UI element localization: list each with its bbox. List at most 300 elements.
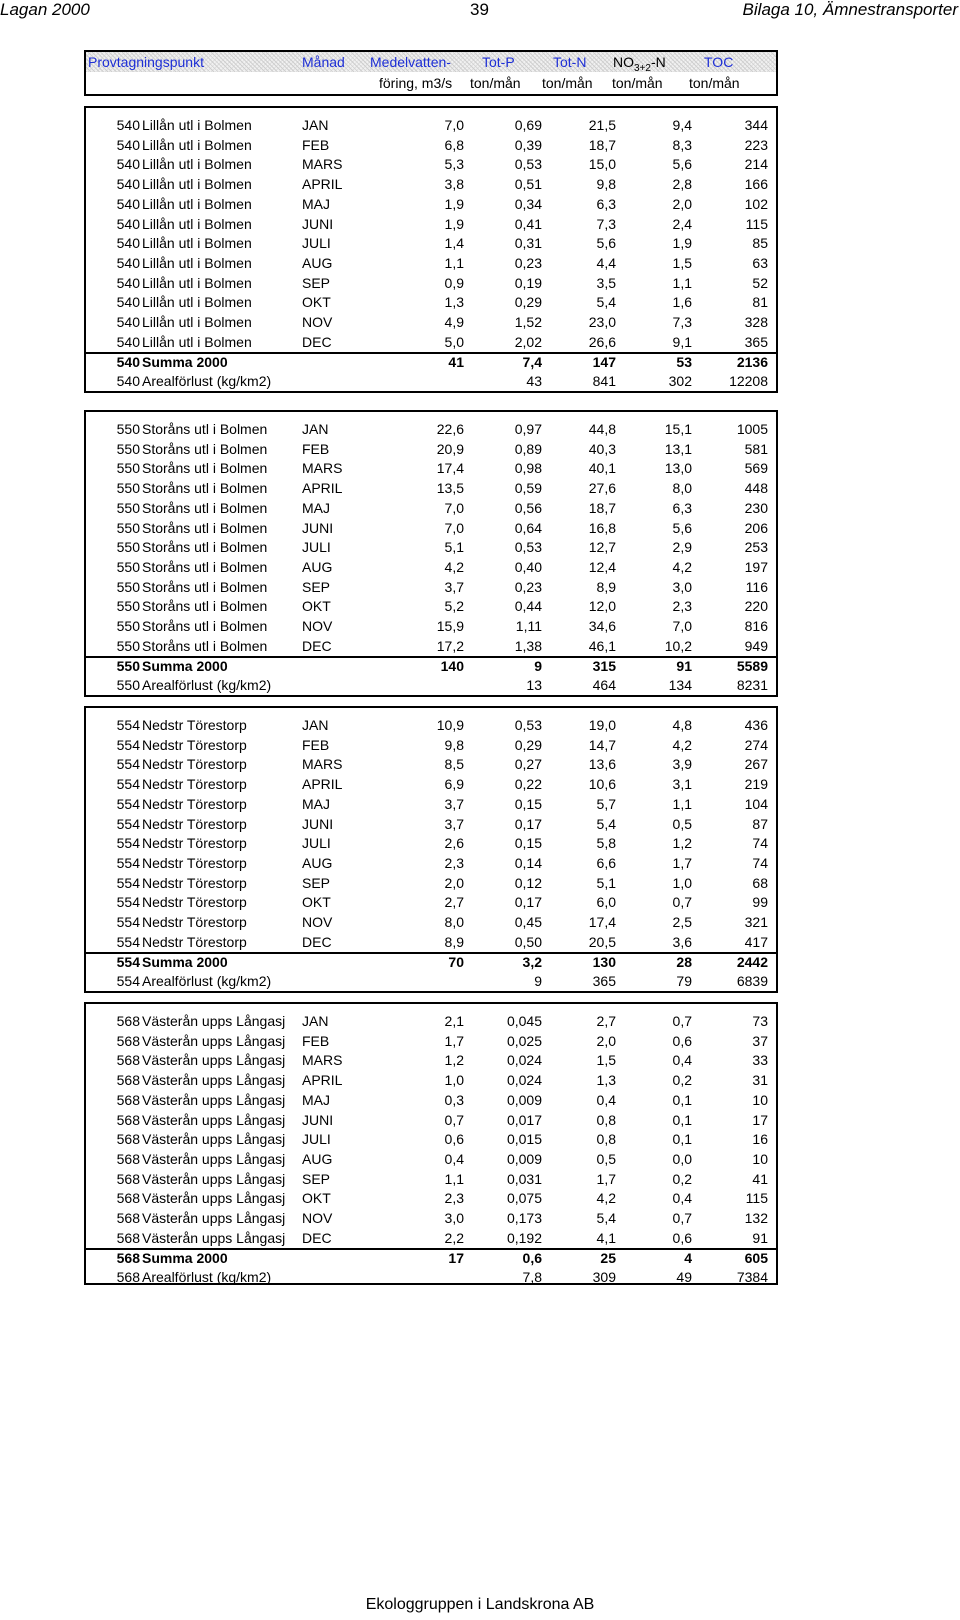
cell-no3-n: 5,6 bbox=[672, 156, 692, 173]
cell-site-id: 540 bbox=[116, 254, 140, 271]
col-no3-suffix: -N bbox=[650, 54, 666, 70]
table-row bbox=[86, 1071, 776, 1091]
cell-tot-n: 6,6 bbox=[596, 854, 616, 871]
cell-tot-p: 0,12 bbox=[514, 874, 542, 891]
cell-toc: 2136 bbox=[736, 354, 768, 371]
header-page-number: 39 bbox=[470, 0, 489, 19]
cell-flow: 20,9 bbox=[436, 440, 464, 457]
cell-tot-p: 0,29 bbox=[514, 294, 542, 311]
cell-no3-n: 1,1 bbox=[672, 274, 692, 291]
cell-site-name: Västerån upps Långasj bbox=[142, 1032, 286, 1049]
cell-tot-n: 0,8 bbox=[596, 1111, 616, 1128]
cell-tot-n: 25 bbox=[600, 1250, 616, 1267]
cell-tot-n: 4,2 bbox=[596, 1190, 616, 1207]
cell-no3-n: 7,3 bbox=[672, 314, 692, 330]
cell-site-name: Västerån upps Långasj bbox=[142, 1052, 286, 1069]
cell-flow: 0,4 bbox=[444, 1150, 464, 1167]
table-row bbox=[86, 195, 776, 215]
table-row bbox=[86, 1150, 776, 1170]
cell-flow: 1,3 bbox=[444, 294, 464, 311]
cell-site-name: Storåns utl i Bolmen bbox=[142, 539, 268, 556]
cell-no3-n: 10,2 bbox=[664, 637, 692, 654]
cell-site-id: 554 bbox=[116, 933, 140, 950]
cell-no3-n: 49 bbox=[676, 1269, 692, 1286]
table-row bbox=[86, 459, 776, 479]
cell-tot-n: 0,4 bbox=[596, 1091, 616, 1108]
cell-no3-n: 0,7 bbox=[672, 1210, 692, 1226]
table-row bbox=[86, 893, 776, 913]
cell-flow: 1,7 bbox=[444, 1032, 464, 1049]
table-row bbox=[86, 637, 776, 657]
cell-tot-p: 43 bbox=[526, 373, 542, 390]
cell-no3-n: 1,0 bbox=[672, 874, 692, 891]
table-row bbox=[86, 116, 776, 136]
cell-tot-p: 0,53 bbox=[514, 539, 542, 556]
cell-no3-n: 0,7 bbox=[672, 894, 692, 911]
cell-month: AUG bbox=[302, 254, 333, 271]
cell-no3-n: 0,5 bbox=[672, 815, 692, 832]
cell-tot-p: 0,192 bbox=[506, 1229, 542, 1246]
cell-tot-n: 1,7 bbox=[596, 1170, 616, 1187]
cell-tot-n: 40,3 bbox=[588, 440, 616, 457]
cell-tot-p: 0,173 bbox=[506, 1210, 542, 1226]
cell-month: MARS bbox=[302, 1052, 343, 1069]
cell-tot-p: 0,17 bbox=[514, 894, 542, 911]
cell-month: MAJ bbox=[302, 1091, 330, 1108]
cell-site-id: 568 bbox=[116, 1072, 140, 1089]
cell-tot-n: 12,7 bbox=[588, 539, 616, 556]
cell-site-name: Storåns utl i Bolmen bbox=[142, 558, 268, 575]
cell-flow: 3,0 bbox=[444, 1210, 464, 1226]
cell-flow: 2,3 bbox=[444, 854, 464, 871]
cell-tot-p: 9 bbox=[534, 973, 542, 990]
cell-tot-p: 0,19 bbox=[514, 274, 542, 291]
cell-site-id: 550 bbox=[116, 618, 140, 634]
cell-site-name: Nedstr Törestorp bbox=[142, 736, 247, 753]
cell-site-name: Nedstr Törestorp bbox=[142, 717, 247, 733]
cell-flow: 3,7 bbox=[444, 578, 464, 595]
col-flow-header: Medelvatten- bbox=[370, 54, 451, 70]
cell-site-name: Arealförlust (kg/km2) bbox=[142, 973, 272, 990]
area-loss-row bbox=[86, 972, 776, 992]
table-row bbox=[86, 736, 776, 756]
cell-tot-n: 12,0 bbox=[588, 598, 616, 615]
cell-site-name: Västerån upps Långasj bbox=[142, 1150, 286, 1167]
cell-site-name: Västerån upps Långasj bbox=[142, 1229, 286, 1246]
cell-tot-n: 309 bbox=[592, 1269, 616, 1286]
cell-toc: 253 bbox=[744, 539, 768, 556]
cell-tot-n: 15,0 bbox=[588, 156, 616, 173]
cell-tot-n: 46,1 bbox=[588, 637, 616, 654]
cell-no3-n: 0,2 bbox=[672, 1170, 692, 1187]
cell-no3-n: 0,6 bbox=[672, 1229, 692, 1246]
cell-toc: 8231 bbox=[736, 677, 768, 694]
cell-site-name: Lillån utl i Bolmen bbox=[142, 314, 252, 330]
cell-site-id: 540 bbox=[116, 156, 140, 173]
cell-flow: 17 bbox=[448, 1250, 464, 1267]
cell-month: JAN bbox=[302, 421, 329, 437]
cell-site-id: 540 bbox=[116, 215, 140, 232]
cell-month: NOV bbox=[302, 914, 333, 930]
cell-toc: 436 bbox=[744, 717, 768, 733]
cell-toc: 581 bbox=[744, 440, 768, 457]
cell-site-name: Nedstr Törestorp bbox=[142, 795, 247, 812]
cell-month: MAJ bbox=[302, 195, 330, 212]
cell-tot-p: 0,31 bbox=[514, 235, 542, 252]
cell-month: NOV bbox=[302, 314, 333, 330]
cell-flow: 17,4 bbox=[436, 460, 464, 477]
cell-site-name: Arealförlust (kg/km2) bbox=[142, 1269, 272, 1286]
cell-no3-n: 3,1 bbox=[672, 776, 692, 793]
cell-toc: 104 bbox=[744, 795, 768, 812]
cell-site-name: Arealförlust (kg/km2) bbox=[142, 373, 272, 390]
cell-month: DEC bbox=[302, 637, 332, 654]
cell-site-name: Lillån utl i Bolmen bbox=[142, 176, 252, 193]
cell-site-id: 554 bbox=[116, 914, 140, 930]
cell-toc: 223 bbox=[744, 136, 768, 153]
cell-site-id: 554 bbox=[116, 894, 140, 911]
cell-no3-n: 13,0 bbox=[664, 460, 692, 477]
cell-site-name: Storåns utl i Bolmen bbox=[142, 519, 268, 536]
cell-tot-p: 1,52 bbox=[514, 314, 542, 330]
table-row bbox=[86, 1229, 776, 1249]
cell-site-id: 554 bbox=[116, 717, 140, 733]
cell-flow: 5,1 bbox=[444, 539, 464, 556]
cell-month: MARS bbox=[302, 156, 343, 173]
cell-toc: 41 bbox=[752, 1170, 768, 1187]
cell-tot-p: 7,8 bbox=[522, 1269, 542, 1286]
cell-toc: 10 bbox=[752, 1091, 768, 1108]
cell-tot-p: 0,14 bbox=[514, 854, 542, 871]
cell-no3-n: 1,6 bbox=[672, 294, 692, 311]
cell-tot-p: 0,98 bbox=[514, 460, 542, 477]
cell-tot-p: 0,39 bbox=[514, 136, 542, 153]
cell-site-name: Lillån utl i Bolmen bbox=[142, 294, 252, 311]
cell-site-name: Västerån upps Långasj bbox=[142, 1111, 286, 1128]
cell-tot-p: 0,009 bbox=[506, 1150, 542, 1167]
table-row bbox=[86, 155, 776, 175]
table-row bbox=[86, 440, 776, 460]
table-row bbox=[86, 538, 776, 558]
cell-tot-n: 21,5 bbox=[588, 117, 616, 133]
cell-tot-p: 0,024 bbox=[506, 1072, 542, 1089]
cell-no3-n: 4,2 bbox=[672, 736, 692, 753]
cell-site-id: 540 bbox=[116, 235, 140, 252]
cell-no3-n: 8,0 bbox=[672, 480, 692, 497]
col-no3-subscript: 3+2 bbox=[634, 62, 651, 74]
table-row bbox=[86, 815, 776, 835]
cell-tot-p: 0,009 bbox=[506, 1091, 542, 1108]
cell-month: DEC bbox=[302, 1229, 332, 1246]
table-row bbox=[86, 1130, 776, 1150]
cell-tot-n: 464 bbox=[592, 677, 616, 694]
cell-flow: 6,8 bbox=[444, 136, 464, 153]
cell-toc: 569 bbox=[744, 460, 768, 477]
cell-flow: 8,9 bbox=[444, 933, 464, 950]
cell-flow: 8,0 bbox=[444, 914, 464, 930]
cell-month: MARS bbox=[302, 460, 343, 477]
col-totn-unit: ton/mån bbox=[542, 75, 593, 91]
cell-month: MARS bbox=[302, 756, 343, 773]
cell-month: OKT bbox=[302, 894, 331, 911]
cell-tot-n: 12,4 bbox=[588, 558, 616, 575]
cell-tot-n: 8,9 bbox=[596, 578, 616, 595]
cell-site-name: Arealförlust (kg/km2) bbox=[142, 677, 272, 694]
cell-no3-n: 302 bbox=[668, 373, 692, 390]
cell-tot-n: 18,7 bbox=[588, 136, 616, 153]
cell-tot-n: 2,0 bbox=[596, 1032, 616, 1049]
cell-tot-p: 0,031 bbox=[506, 1170, 542, 1187]
cell-tot-p: 0,075 bbox=[506, 1190, 542, 1207]
cell-toc: 605 bbox=[744, 1250, 768, 1267]
cell-flow: 0,6 bbox=[444, 1131, 464, 1148]
cell-site-name: Lillån utl i Bolmen bbox=[142, 235, 252, 252]
site-block-540 bbox=[84, 106, 778, 393]
cell-site-id: 550 bbox=[116, 677, 140, 694]
cell-tot-n: 6,0 bbox=[596, 894, 616, 911]
cell-toc: 166 bbox=[744, 176, 768, 193]
cell-tot-n: 7,3 bbox=[596, 215, 616, 232]
cell-site-name: Summa 2000 bbox=[142, 354, 228, 371]
cell-tot-n: 147 bbox=[592, 354, 616, 371]
cell-tot-n: 13,6 bbox=[588, 756, 616, 773]
cell-no3-n: 1,5 bbox=[672, 254, 692, 271]
cell-month: SEP bbox=[302, 1170, 331, 1187]
cell-site-name: Nedstr Törestorp bbox=[142, 914, 247, 930]
cell-site-name: Summa 2000 bbox=[142, 1250, 228, 1267]
cell-tot-p: 0,53 bbox=[514, 717, 542, 733]
cell-toc: 321 bbox=[744, 914, 768, 930]
cell-flow: 2,0 bbox=[444, 874, 464, 891]
table-row bbox=[86, 1170, 776, 1190]
cell-no3-n: 15,1 bbox=[664, 421, 692, 437]
cell-site-name: Lillån utl i Bolmen bbox=[142, 215, 252, 232]
cell-site-id: 540 bbox=[116, 136, 140, 153]
cell-site-name: Storåns utl i Bolmen bbox=[142, 460, 268, 477]
table-row bbox=[86, 775, 776, 795]
cell-tot-p: 0,23 bbox=[514, 254, 542, 271]
cell-site-name: Lillån utl i Bolmen bbox=[142, 195, 252, 212]
cell-tot-p: 0,89 bbox=[514, 440, 542, 457]
cell-toc: 74 bbox=[752, 854, 768, 871]
cell-site-name: Storåns utl i Bolmen bbox=[142, 598, 268, 615]
cell-month: OKT bbox=[302, 294, 331, 311]
col-totp-unit: ton/mån bbox=[470, 75, 521, 91]
site-block-568 bbox=[84, 1002, 778, 1285]
cell-site-id: 550 bbox=[116, 460, 140, 477]
table-row bbox=[86, 834, 776, 854]
cell-site-id: 568 bbox=[116, 1269, 140, 1286]
cell-tot-n: 17,4 bbox=[588, 914, 616, 930]
cell-flow: 6,9 bbox=[444, 776, 464, 793]
cell-no3-n: 0,7 bbox=[672, 1013, 692, 1029]
cell-site-name: Summa 2000 bbox=[142, 954, 228, 971]
cell-month: JUNI bbox=[302, 815, 334, 832]
cell-month: FEB bbox=[302, 440, 330, 457]
cell-flow: 1,2 bbox=[444, 1052, 464, 1069]
cell-toc: 115 bbox=[745, 215, 768, 232]
cell-site-id: 540 bbox=[116, 354, 140, 371]
cell-site-name: Nedstr Törestorp bbox=[142, 933, 247, 950]
cell-site-id: 554 bbox=[116, 854, 140, 871]
cell-month: NOV bbox=[302, 1210, 333, 1226]
cell-month: OKT bbox=[302, 1190, 331, 1207]
table-row bbox=[86, 617, 776, 637]
cell-flow: 2,7 bbox=[444, 894, 464, 911]
cell-toc: 5589 bbox=[736, 658, 768, 675]
cell-month: FEB bbox=[302, 136, 330, 153]
cell-site-id: 550 bbox=[116, 440, 140, 457]
cell-no3-n: 1,2 bbox=[672, 835, 692, 852]
table-row bbox=[86, 333, 776, 353]
summary-row bbox=[86, 352, 776, 372]
cell-flow: 1,1 bbox=[444, 254, 464, 271]
cell-tot-p: 0,017 bbox=[506, 1111, 542, 1128]
cell-tot-n: 5,4 bbox=[596, 294, 616, 311]
cell-toc: 68 bbox=[752, 874, 768, 891]
cell-flow: 5,3 bbox=[444, 156, 464, 173]
cell-tot-p: 0,27 bbox=[514, 756, 542, 773]
cell-no3-n: 2,9 bbox=[672, 539, 692, 556]
cell-flow: 70 bbox=[448, 954, 464, 971]
cell-site-name: Storåns utl i Bolmen bbox=[142, 499, 268, 516]
cell-site-id: 540 bbox=[116, 314, 140, 330]
cell-tot-p: 0,025 bbox=[506, 1032, 542, 1049]
col-toc-header: TOC bbox=[704, 54, 734, 70]
cell-no3-n: 0,4 bbox=[672, 1190, 692, 1207]
cell-tot-n: 5,4 bbox=[596, 1210, 616, 1226]
table-row bbox=[86, 716, 776, 736]
cell-no3-n: 4 bbox=[684, 1250, 692, 1267]
cell-toc: 365 bbox=[744, 333, 768, 350]
cell-no3-n: 4,2 bbox=[672, 558, 692, 575]
cell-tot-n: 6,3 bbox=[596, 195, 616, 212]
cell-site-id: 540 bbox=[116, 294, 140, 311]
cell-site-name: Nedstr Törestorp bbox=[142, 776, 247, 793]
col-no3-prefix: NO bbox=[613, 54, 634, 70]
cell-site-id: 568 bbox=[116, 1210, 140, 1226]
cell-site-id: 554 bbox=[116, 815, 140, 832]
cell-month: AUG bbox=[302, 1150, 333, 1167]
summary-row bbox=[86, 1248, 776, 1268]
cell-no3-n: 0,0 bbox=[672, 1150, 692, 1167]
cell-month: SEP bbox=[302, 874, 331, 891]
cell-tot-n: 9,8 bbox=[596, 176, 616, 193]
cell-site-id: 568 bbox=[116, 1150, 140, 1167]
cell-month: NOV bbox=[302, 618, 333, 634]
cell-toc: 2442 bbox=[736, 954, 768, 971]
cell-month: JUNI bbox=[302, 1111, 334, 1128]
cell-site-id: 550 bbox=[116, 637, 140, 654]
cell-tot-n: 34,6 bbox=[588, 618, 616, 634]
cell-no3-n: 1,1 bbox=[672, 795, 692, 812]
cell-flow: 9,8 bbox=[444, 736, 464, 753]
cell-no3-n: 0,2 bbox=[672, 1072, 692, 1089]
cell-tot-n: 315 bbox=[592, 658, 616, 675]
table-row bbox=[86, 1189, 776, 1209]
cell-tot-n: 4,1 bbox=[596, 1229, 616, 1246]
cell-tot-n: 130 bbox=[592, 954, 616, 971]
cell-month: SEP bbox=[302, 578, 331, 595]
cell-no3-n: 2,4 bbox=[672, 215, 692, 232]
cell-tot-p: 0,40 bbox=[514, 558, 542, 575]
cell-tot-n: 16,8 bbox=[588, 519, 616, 536]
cell-site-id: 550 bbox=[116, 558, 140, 575]
cell-tot-p: 9 bbox=[534, 658, 542, 675]
cell-toc: 16 bbox=[752, 1131, 768, 1148]
cell-toc: 7384 bbox=[736, 1269, 768, 1286]
cell-site-id: 554 bbox=[116, 954, 140, 971]
cell-tot-n: 18,7 bbox=[588, 499, 616, 516]
cell-flow: 41 bbox=[448, 354, 464, 371]
cell-tot-n: 5,4 bbox=[596, 815, 616, 832]
cell-month: FEB bbox=[302, 1032, 330, 1049]
cell-flow: 1,0 bbox=[444, 1072, 464, 1089]
table-row bbox=[86, 1111, 776, 1131]
cell-tot-p: 0,6 bbox=[522, 1250, 542, 1267]
cell-flow: 2,6 bbox=[444, 835, 464, 852]
col-totn-header: Tot-N bbox=[553, 54, 587, 70]
cell-tot-p: 0,045 bbox=[506, 1013, 542, 1029]
cell-no3-n: 7,0 bbox=[672, 618, 692, 634]
cell-tot-n: 1,5 bbox=[596, 1052, 616, 1069]
cell-tot-p: 1,38 bbox=[514, 637, 542, 654]
cell-month: APRIL bbox=[302, 176, 343, 193]
cell-tot-n: 10,6 bbox=[588, 776, 616, 793]
cell-toc: 102 bbox=[744, 195, 768, 212]
cell-site-id: 540 bbox=[116, 117, 140, 133]
cell-month: DEC bbox=[302, 333, 332, 350]
cell-no3-n: 1,9 bbox=[672, 235, 692, 252]
cell-site-id: 568 bbox=[116, 1091, 140, 1108]
cell-month: JULI bbox=[302, 1131, 331, 1148]
cell-toc: 85 bbox=[752, 235, 768, 252]
table-row bbox=[86, 479, 776, 499]
cell-flow: 2,1 bbox=[444, 1013, 464, 1029]
cell-toc: 87 bbox=[752, 815, 768, 832]
table-row bbox=[86, 136, 776, 156]
cell-flow: 1,1 bbox=[444, 1170, 464, 1187]
cell-site-name: Västerån upps Långasj bbox=[142, 1072, 286, 1089]
cell-tot-p: 0,69 bbox=[514, 117, 542, 133]
cell-flow: 0,9 bbox=[444, 274, 464, 291]
cell-tot-n: 5,6 bbox=[596, 235, 616, 252]
cell-tot-p: 2,02 bbox=[514, 333, 542, 350]
cell-tot-n: 23,0 bbox=[588, 314, 616, 330]
cell-toc: 74 bbox=[752, 835, 768, 852]
cell-flow: 15,9 bbox=[436, 618, 464, 634]
cell-toc: 214 bbox=[744, 156, 768, 173]
table-row bbox=[86, 597, 776, 617]
cell-no3-n: 53 bbox=[676, 354, 692, 371]
cell-month: APRIL bbox=[302, 480, 343, 497]
column-header-box bbox=[84, 50, 778, 96]
cell-site-id: 568 bbox=[116, 1013, 140, 1029]
col-toc-unit: ton/mån bbox=[689, 75, 740, 91]
cell-no3-n: 91 bbox=[676, 658, 692, 675]
cell-tot-n: 2,7 bbox=[596, 1013, 616, 1029]
cell-tot-p: 0,015 bbox=[506, 1131, 542, 1148]
cell-site-name: Lillån utl i Bolmen bbox=[142, 274, 252, 291]
cell-month: MAJ bbox=[302, 795, 330, 812]
cell-site-id: 540 bbox=[116, 333, 140, 350]
table-row bbox=[86, 175, 776, 195]
table-row bbox=[86, 578, 776, 598]
cell-site-name: Nedstr Törestorp bbox=[142, 854, 247, 871]
cell-flow: 4,2 bbox=[444, 558, 464, 575]
cell-no3-n: 0,1 bbox=[672, 1111, 692, 1128]
table-row bbox=[86, 215, 776, 235]
